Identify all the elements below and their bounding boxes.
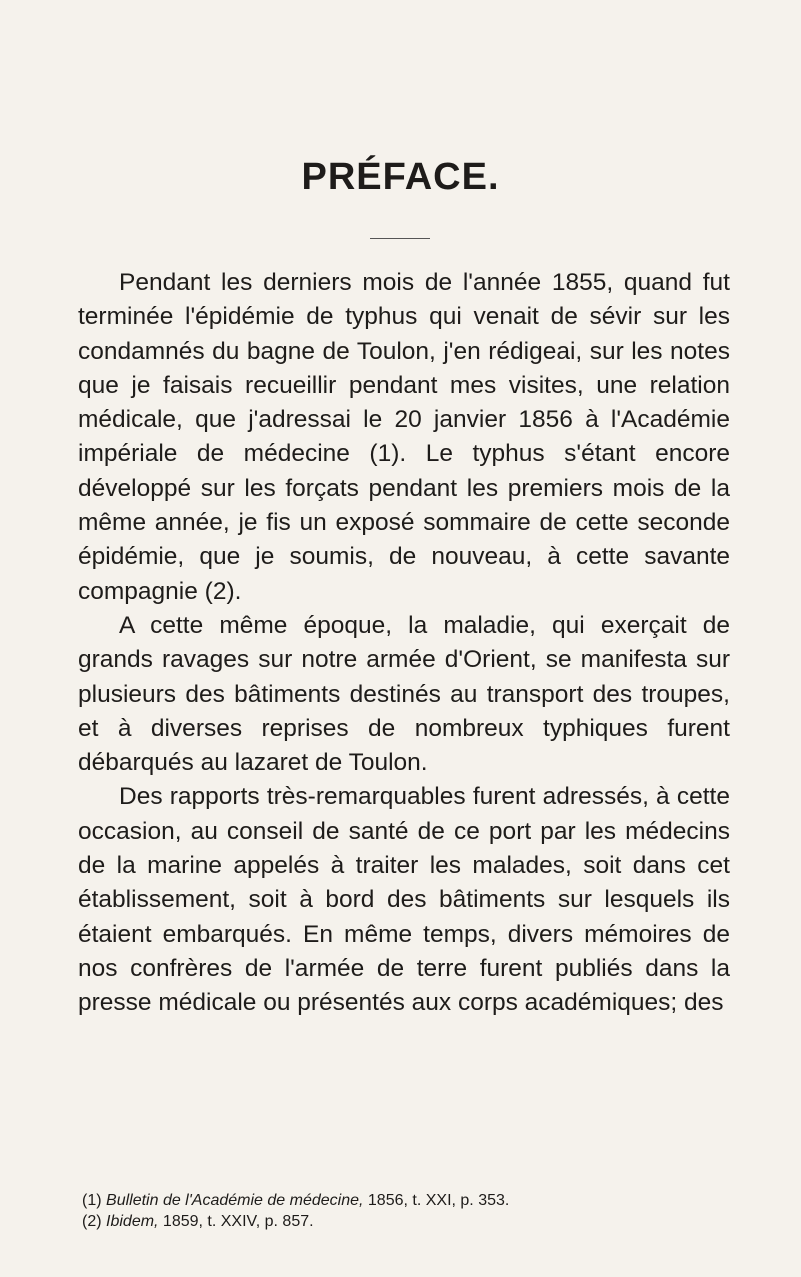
page-title: PRÉFACE. xyxy=(301,156,500,198)
footnote xyxy=(82,1211,742,1232)
footnote-ref: 1856, t. XXI, p. 353. xyxy=(363,1192,510,1209)
footnote-source: Bulletin de l'Académie de médecine, xyxy=(106,1192,364,1209)
paragraph: A cette même époque, la maladie, qui exerçait de grands ravages sur notre armée d'Orient, se manifesta sur plusieurs des bâtiments destinés au transport des troupes, et à diverses reprises de nombreux typhiques furent débarqués au lazaret de Toulon. xyxy=(78,611,730,777)
footnote-mark: (2) xyxy=(82,1213,102,1230)
footnotes xyxy=(82,1190,742,1232)
footnote xyxy=(82,1190,742,1211)
footnote-ref: 1859, t. XXIV, p. 857. xyxy=(158,1213,314,1230)
paragraph: Des rapports très-remarquables furent adressés, à cette occasion, au conseil de santé de ce port par les médecins de la marine appelés à traiter les malades, soit dans cet établissement, soit à bord des bâtiments sur lesquels ils étaient embarqués. En même temps, divers mémoires de nos confrères de l'armée de terre furent publiés dans la presse médicale ou présentés aux corps académiques; des xyxy=(78,783,730,1017)
body-text xyxy=(78,266,730,1021)
title-rule xyxy=(370,238,430,239)
footnote-source: Ibidem, xyxy=(106,1213,159,1230)
footnote-mark: (1) xyxy=(82,1192,102,1209)
paragraph: Pendant les derniers mois de l'année 1855, quand fut terminée l'épidémie de typhus qui venait de sévir sur les condamnés du bagne de Toulon, j'en rédigeai, sur les notes que je faisais recueillir pendant mes visites, une relation médicale, que j'adressai le 20 janvier 1856 à l'Académie impériale de médecine (1). Le typhus s'étant encore développé sur les forçats pendant les premiers mois de la même année, je fis un exposé sommaire de cette seconde épidémie, que je soumis, de nouveau, à cette savante compagnie (2). xyxy=(78,269,730,605)
